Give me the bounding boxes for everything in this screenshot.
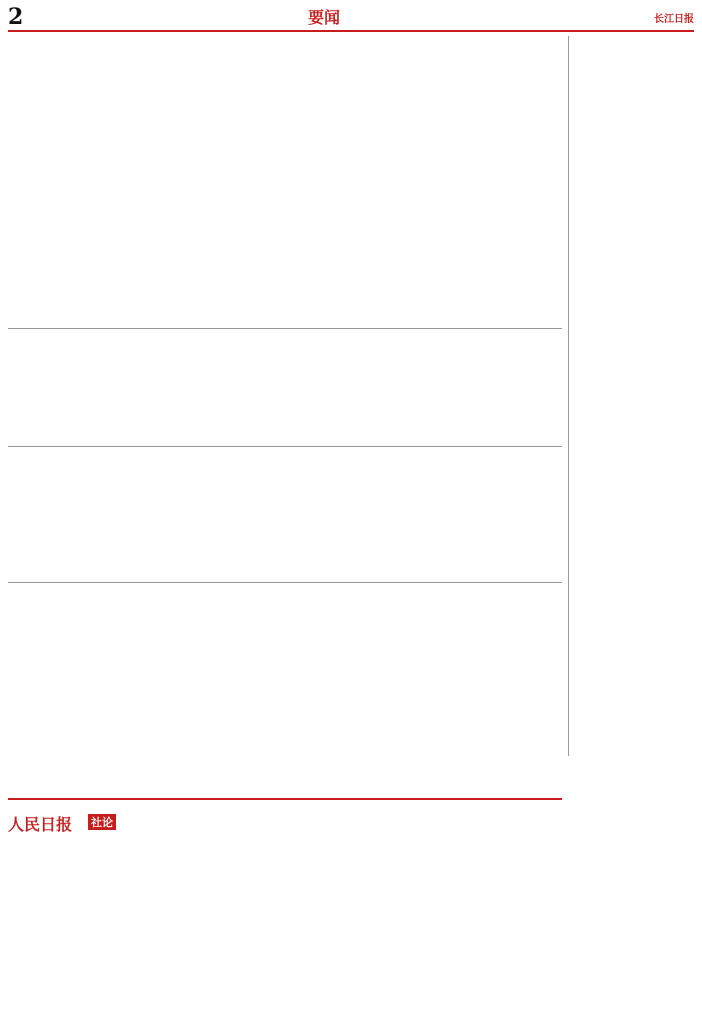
paper-name: 长江日报 [654,14,694,25]
speech-speaker [616,306,634,426]
story-5 [574,760,694,1016]
speech-body [574,446,694,752]
editorial-column-tag: 社论 [88,814,116,830]
story-4 [8,586,562,794]
editorial [8,804,562,1016]
story-3 [8,450,562,578]
story-3-body [8,478,562,574]
masthead [8,4,694,32]
section-title: 要闻 [308,8,341,27]
divider [8,446,562,447]
speech-date-note [616,36,634,296]
editorial-logo: 人民日报 [8,815,73,834]
divider [8,582,562,583]
lead-story [8,36,562,322]
page-number: 2 [8,4,24,30]
lead-body [8,126,562,316]
speech-title [634,36,694,436]
story-2-body [8,358,562,438]
story-2 [8,332,562,442]
story-5-body [574,780,694,1012]
editorial-body [8,856,562,1012]
editorial-rule [8,798,562,800]
divider [8,328,562,329]
speech-column [574,36,694,756]
column-divider [568,36,569,756]
story-4-body [8,612,562,790]
